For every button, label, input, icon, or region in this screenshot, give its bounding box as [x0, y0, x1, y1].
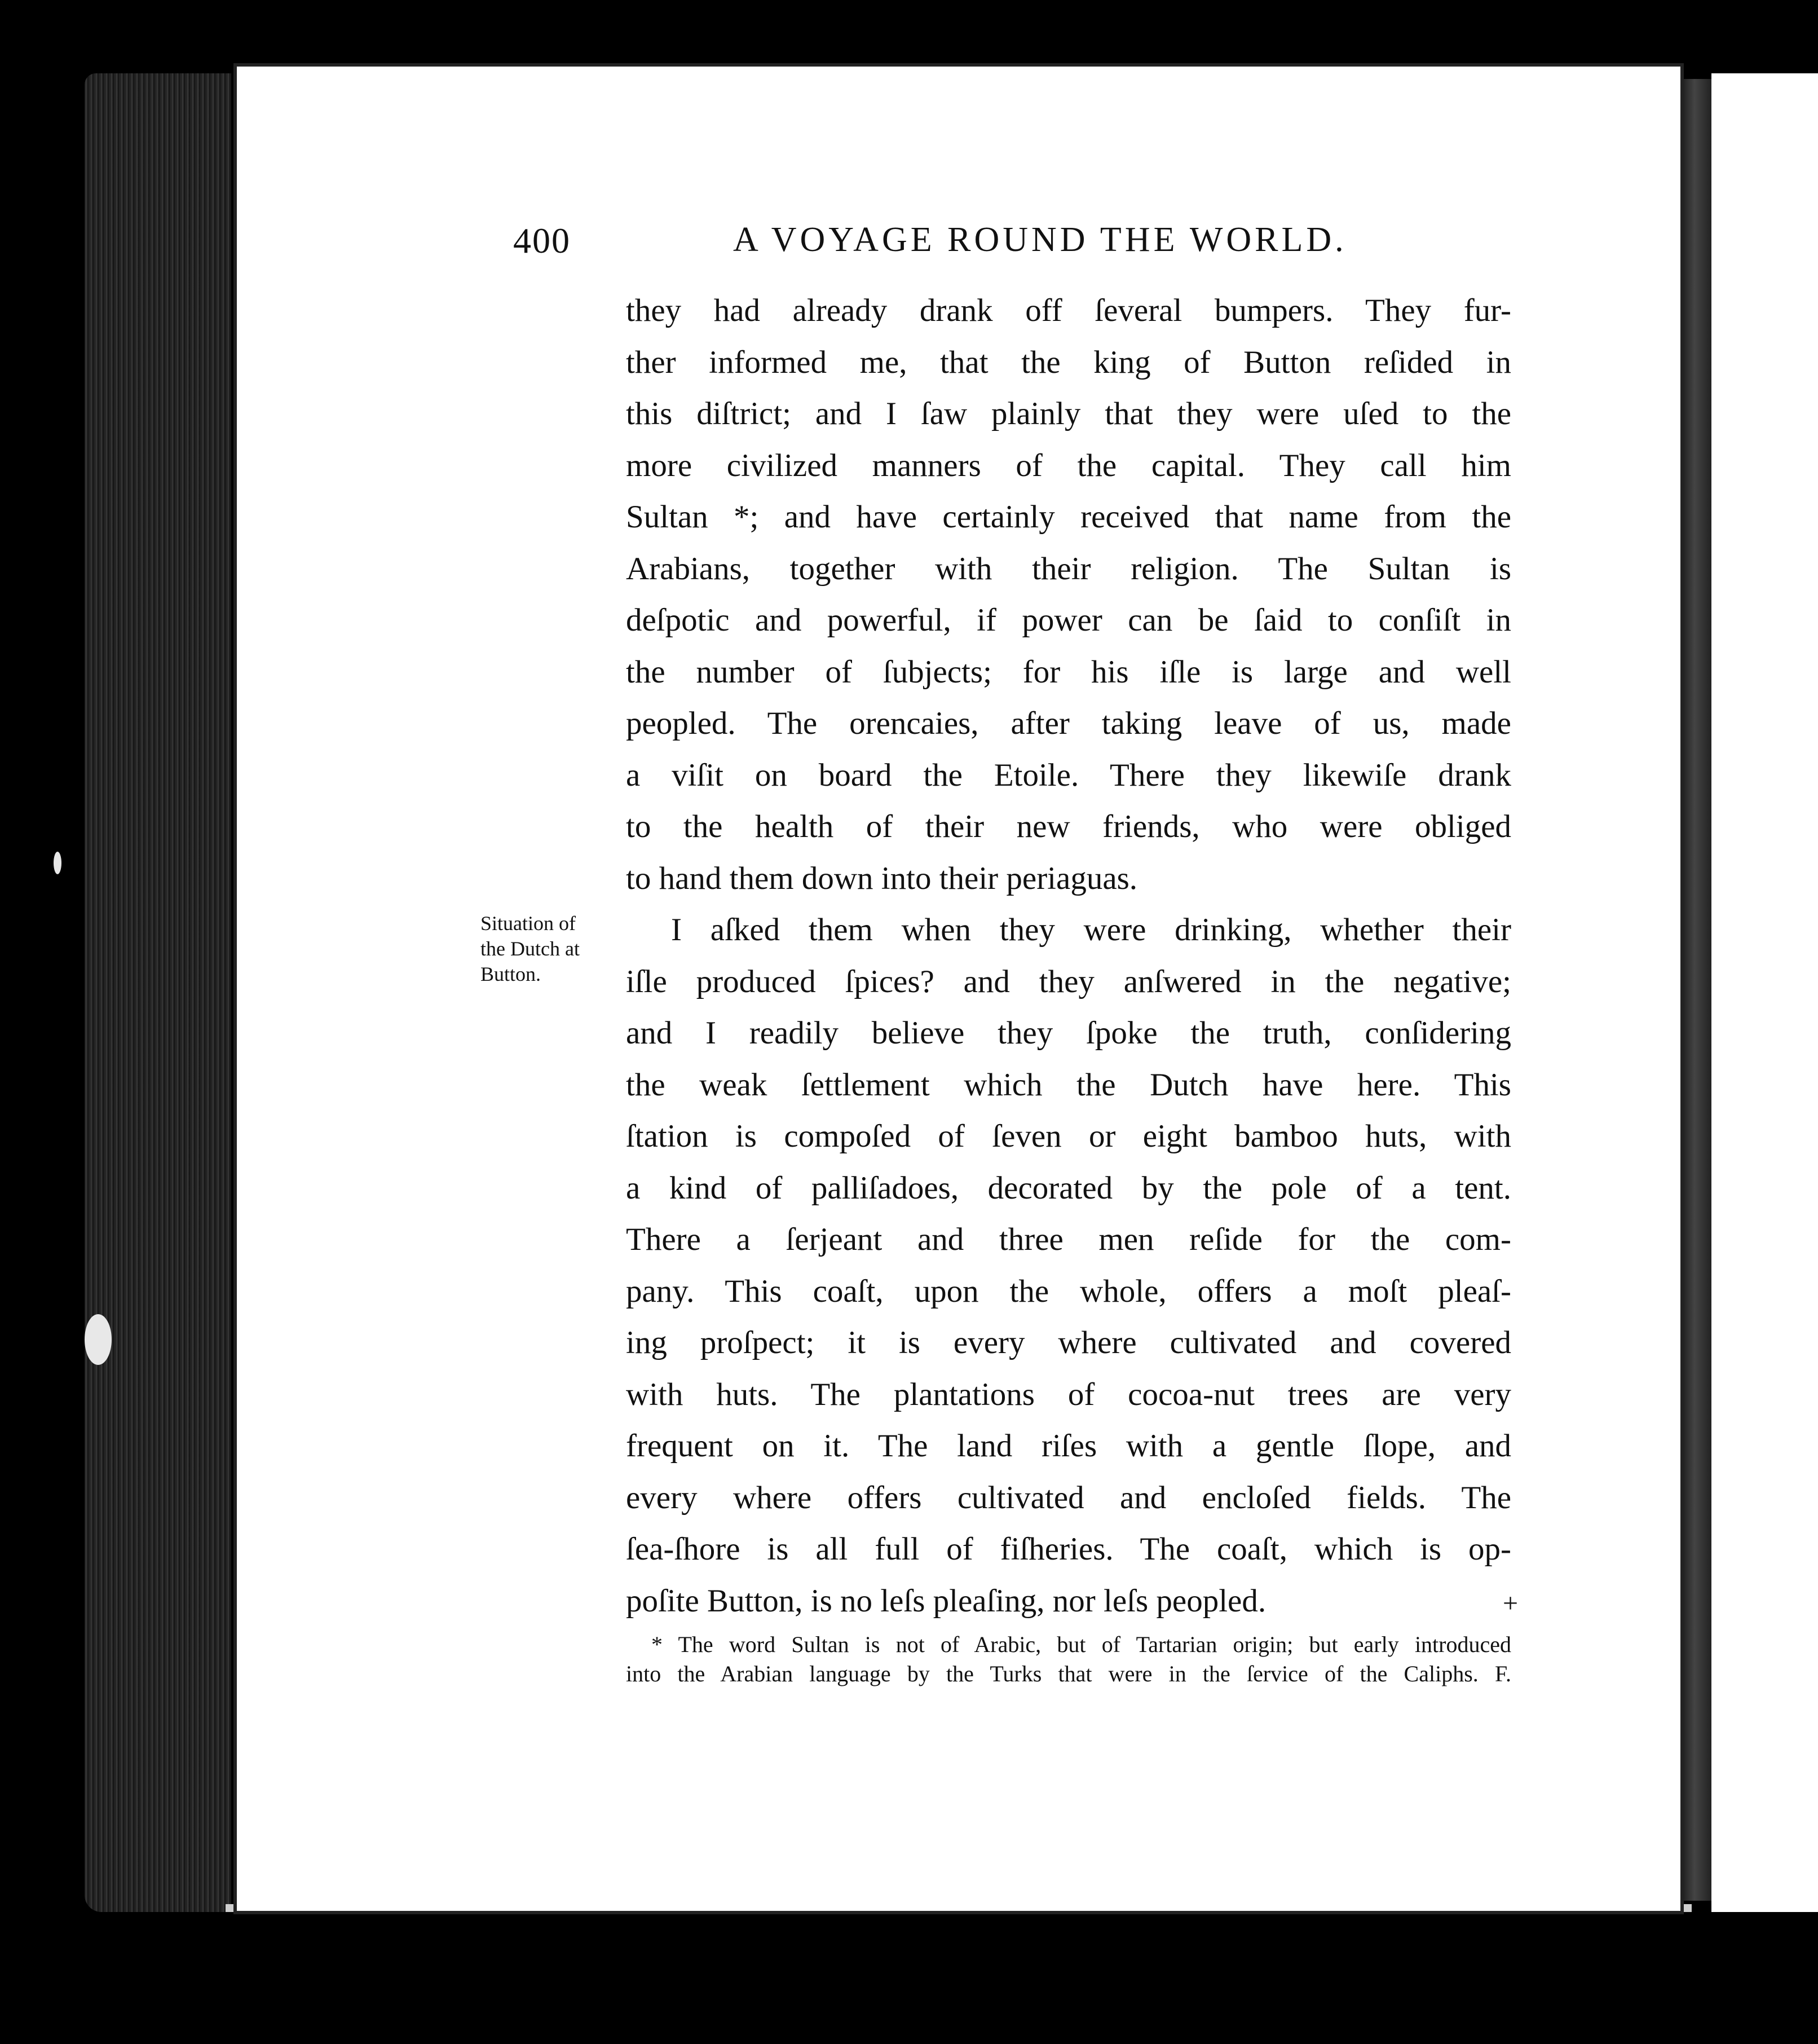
text-line: ſtation is compoſed of ſeven or eight bamboo huts, with: [626, 1118, 1511, 1154]
margin-note-line: Situation of: [480, 912, 576, 935]
text-line: a kind of palliſadoes, decorated by the pole of a tent.: [626, 1170, 1511, 1206]
text-line: ſea-ſhore is all full of fiſheries. The coaſt, which is op-: [626, 1531, 1511, 1567]
text-line: Sultan *; and have certainly received that name from the: [626, 499, 1511, 535]
text-line: to hand them down into their periaguas.: [626, 860, 1138, 896]
text-line: a viſit on board the Etoile. There they likewiſe drank: [626, 757, 1511, 793]
text-line: There a ſerjeant and three men reſide for the com-: [626, 1222, 1511, 1257]
text-line: ther informed me, that the king of Button reſided in: [626, 344, 1511, 380]
text-line: I aſked them when they were drinking, whether their: [671, 912, 1511, 948]
text-line: ing proſpect; it is every where cultivated and covered: [626, 1325, 1511, 1360]
footnote-line: into the Arabian language by the Turks that were in the ſervice of the Caliphs. F.: [626, 1661, 1511, 1686]
text-line: every where offers cultivated and encloſed fields. The: [626, 1479, 1511, 1516]
text-line: deſpotic and powerful, if power can be ſaid to conſiſt in: [626, 602, 1511, 638]
footnote-line: * The word Sultan is not of Arabic, but of Tartarian origin; but early introduced: [651, 1632, 1511, 1657]
text-line: pany. This coaſt, upon the whole, offers a moſt pleaſ-: [626, 1273, 1511, 1309]
footnote: [626, 1630, 1511, 1689]
gutter-fold: [1678, 79, 1711, 1901]
text-line: and I readily believe they ſpoke the truth, conſidering: [626, 1015, 1511, 1051]
text-line: frequent on it. The land riſes with a gentle ſlope, and: [626, 1428, 1511, 1464]
text-line: the number of ſubjects; for his iſle is large and well: [626, 654, 1511, 690]
margin-note-line: the Dutch at: [480, 937, 580, 960]
catch-mark: +: [1503, 1588, 1519, 1618]
scan-speck: [85, 1314, 112, 1365]
text-line: poſite Button, is no leſs pleaſing, nor leſs peopled.: [626, 1583, 1267, 1619]
body-text: [626, 285, 1511, 1627]
text-line: with huts. The plantations of cocoa-nut trees are very: [626, 1376, 1511, 1412]
page-number: 400: [513, 221, 571, 261]
text-line: they had already drank off ſeveral bumpers. They fur-: [626, 293, 1511, 328]
page-header: [513, 220, 1506, 271]
text-line: iſle produced ſpices? and they anſwered in the negative;: [626, 963, 1511, 999]
margin-note-line: Button.: [480, 963, 541, 985]
text-line: to the health of their new friends, who were obliged: [626, 809, 1511, 844]
book-edge: [85, 73, 231, 1912]
facing-page-edge: [1711, 73, 1818, 1912]
margin-note: [480, 911, 621, 987]
text-line: more civilized manners of the capital. They call him: [626, 447, 1511, 483]
running-title: A VOYAGE ROUND THE WORLD.: [733, 221, 1347, 259]
text-line: this diſtrict; and I ſaw plainly that they were uſed to the: [626, 396, 1511, 431]
text-line: the weak ſettlement which the Dutch have here. This: [626, 1067, 1511, 1103]
text-line: Arabians, together with their religion. The Sultan is: [626, 550, 1511, 587]
scan-speck: [54, 852, 61, 874]
text-line: peopled. The orencaies, after taking leave of us, made: [626, 706, 1511, 741]
